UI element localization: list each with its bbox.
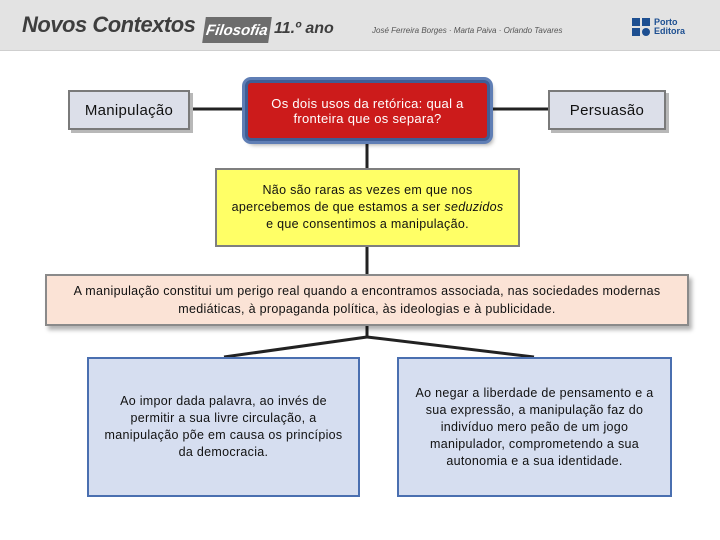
consequence-democracy: Ao impor dada palavra, ao invés de permitir a sua livre circulação, a manipulação põe em causa os princípios da democracia.	[87, 357, 360, 497]
publisher-name: Porto Editora	[654, 17, 686, 36]
danger-statement: A manipulação constitui um perigo real quando a encontramos associada, nas sociedades modernas mediáticas, à propaganda política, às ideologias e à publicidade.	[45, 274, 689, 326]
concept-manipulacao: Manipulação	[68, 90, 190, 130]
connector-branch-right	[367, 337, 534, 357]
connector-branch-left	[224, 337, 367, 357]
grade-label: 11.º ano	[274, 20, 334, 37]
seduction-note-text: Não são raras as vezes em que nos apercebemos de que estamos a ser seduzidos e que consentimos a manipulação.	[231, 183, 504, 231]
seduction-note	[215, 168, 520, 247]
central-question: Os dois usos da retórica: qual a fronteira que os separa?	[245, 80, 490, 141]
subject-label: Filosofia	[204, 21, 270, 39]
concept-persuasao: Persuasão	[548, 90, 666, 130]
consequence-autonomy: Ao negar a liberdade de pensamento e a sua expressão, a manipulação faz do indivíduo mero peão de um jogo manipulador, comprometendo a sua autonomia e a sua identidade.	[397, 357, 672, 497]
brand-logo: Novos Contextos	[22, 12, 196, 37]
seduction-emphasis: seduzidos	[444, 200, 504, 214]
authors-line: José Ferreira Borges · Marta Paiva · Orlando Tavares	[372, 26, 563, 35]
